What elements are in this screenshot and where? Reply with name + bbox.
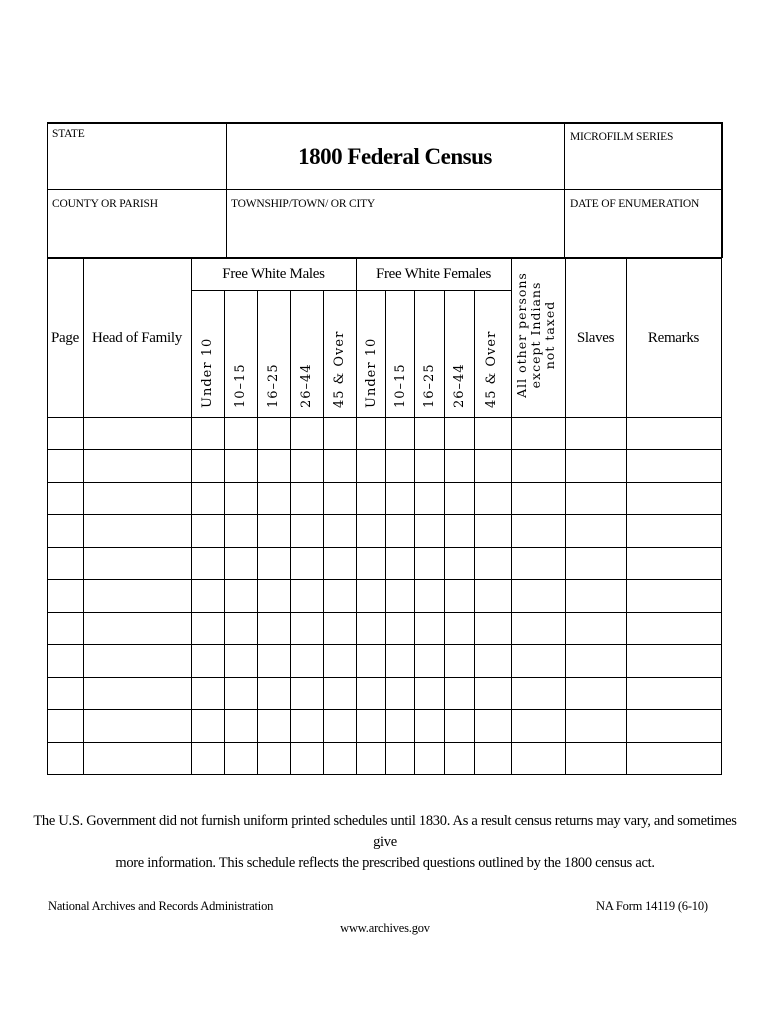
schedule-note xyxy=(20,811,750,874)
head-of-family-column-header: Head of Family xyxy=(92,330,182,346)
township-label: TOWNSHIP/TOWN/ OR CITY xyxy=(231,198,376,210)
website-link[interactable]: www.archives.gov xyxy=(340,921,430,935)
other-persons-line-1: All other persons xyxy=(514,272,529,398)
form-title: 1800 Federal Census xyxy=(298,144,492,169)
table-row-line xyxy=(47,482,721,483)
other-persons-line-3: not taxed xyxy=(542,300,557,370)
free-white-males-header: Free White Males xyxy=(222,266,325,282)
female-26-44-label: 26–44 xyxy=(452,363,467,408)
table-column-line xyxy=(565,258,566,775)
female-10-15-label: 10–15 xyxy=(393,363,408,408)
agency-name: National Archives and Records Administration xyxy=(48,899,274,913)
table-row-line xyxy=(47,514,721,515)
table-column-line xyxy=(474,290,475,775)
female-16-25-label: 16–25 xyxy=(422,363,437,408)
table-row-line xyxy=(47,612,721,613)
table-row-line xyxy=(47,742,721,743)
male-16-25-label: 16–25 xyxy=(266,363,281,408)
schedule-note-line-1: The U.S. Government did not furnish uniform printed schedules until 1830. As a result census returns may vary, and sometimes give xyxy=(33,813,737,850)
table-row-line xyxy=(47,547,721,548)
table-column-line xyxy=(385,290,386,775)
table-row-line xyxy=(47,774,721,775)
female-45-over-label: 45 & Over xyxy=(484,330,499,408)
table-column-line xyxy=(323,290,324,775)
table-column-line xyxy=(356,258,357,775)
table-row-line xyxy=(47,417,721,418)
state-label: STATE xyxy=(52,128,85,140)
date-enumeration-label: DATE OF ENUMERATION xyxy=(570,198,700,210)
table-row-line xyxy=(47,677,721,678)
header-col-divider-2 xyxy=(564,122,565,258)
age-group-underline xyxy=(191,290,511,291)
header-right-border xyxy=(721,122,723,258)
header-top-border xyxy=(47,122,722,124)
header-col-divider-1 xyxy=(226,122,227,258)
table-row-line xyxy=(47,709,721,710)
table-row-line xyxy=(47,449,721,450)
table-column-line xyxy=(290,290,291,775)
female-under-10-label: Under 10 xyxy=(364,337,379,408)
free-white-females-header: Free White Females xyxy=(375,266,492,282)
table-column-line xyxy=(444,290,445,775)
microfilm-series-label: MICROFILM SERIES xyxy=(570,131,674,143)
other-persons-label xyxy=(515,260,557,410)
page-column-header: Page xyxy=(51,330,79,346)
table-row-line xyxy=(47,644,721,645)
remarks-column-header: Remarks xyxy=(647,330,700,346)
table-column-line xyxy=(511,258,512,775)
slaves-column-header: Slaves xyxy=(576,330,615,346)
schedule-note-line-2: more information. This schedule reflects the prescribed questions outlined by the 1800 census act. xyxy=(115,855,655,871)
male-under-10-label: Under 10 xyxy=(200,337,215,408)
male-45-over-label: 45 & Over xyxy=(332,330,347,408)
header-left-border xyxy=(47,122,48,258)
table-column-line xyxy=(414,290,415,775)
other-persons-line-2: except Indians xyxy=(528,281,543,389)
header-divider xyxy=(47,189,722,190)
table-column-line xyxy=(626,258,627,775)
county-parish-label: COUNTY OR PARISH xyxy=(52,198,158,210)
male-10-15-label: 10–15 xyxy=(233,363,248,408)
header-bottom-border xyxy=(47,257,722,259)
table-column-line xyxy=(47,258,48,775)
table-column-line xyxy=(224,290,225,775)
table-row-line xyxy=(47,579,721,580)
table-column-line xyxy=(83,258,84,775)
table-column-line xyxy=(257,290,258,775)
male-26-44-label: 26–44 xyxy=(299,363,314,408)
form-number: NA Form 14119 (6-10) xyxy=(596,899,708,913)
table-column-line xyxy=(721,258,722,775)
table-column-line xyxy=(191,258,192,775)
